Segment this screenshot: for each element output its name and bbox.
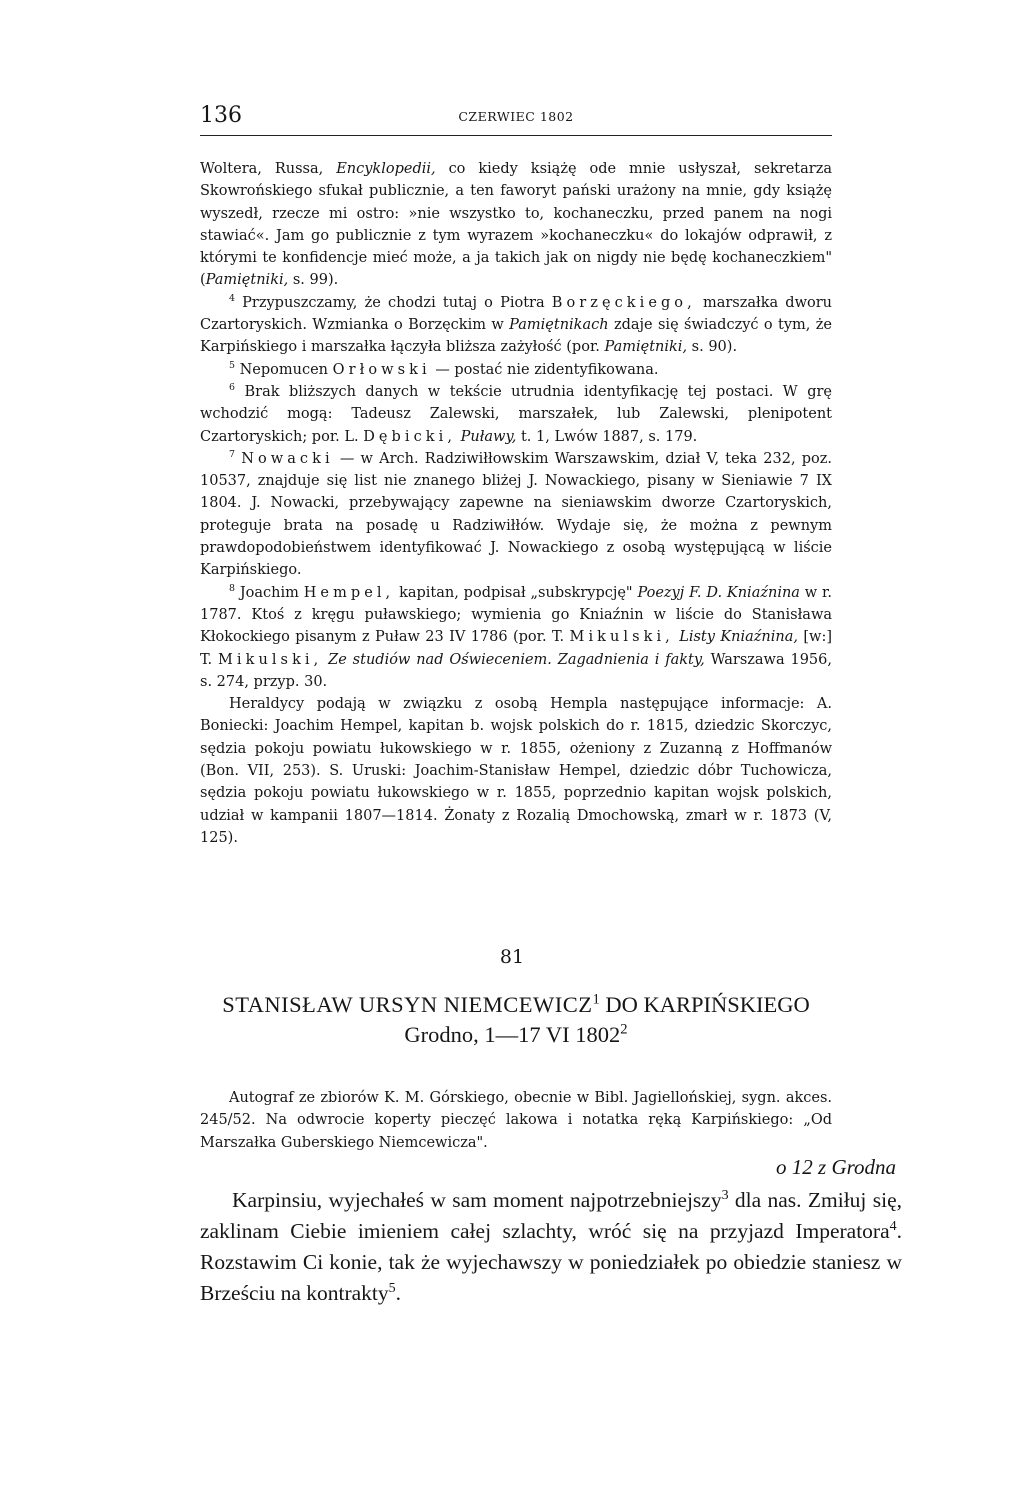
title-line: STANISŁAW URSYN NIEMCEWICZ$^1$ DO KARPIŃSKIEGO [222,991,810,1017]
page-number: 136 [200,103,242,128]
footnote-heraldry: Heraldycy podają w związku z osobą Hempla następujące informacje: A. Boniecki: Joachim Hempel, kapitan b. wojsk polskich do r. 1815, dziedzic Skorczyc, sędzia pokoju powiatu łukowskiego w r. 1855, ożeniony z Zuzanną z Hoffmanów (Bon. VII, 253). S. Uruski: Joachim-Stanisław Hempel, dziedzic dóbr Tuchowicza, sędzia pokoju powiatu łukowskiego w r. 1855, poprzednio kapitan wojsk polskich, udział w kampanii 1807—1814. Żonaty z Rozalią Dmochowską, zmarł w r. 1873 (V, 125). [200,696,832,846]
letter-body: Karpinsiu, wyjechałeś w sam moment najpotrzebniejszy$^3$ dla nas. Zmiłuj się, zaklinam Ciebie imieniem całej szlachty, wróć się na przyjazd Imperatora$^4$. Rozstawim Ci konie, tak że wyjechawszy w poniedziałek po obiedzie staniesz w Brześciu na kontrakty$^5$. [200,1187,902,1305]
source-note: Autograf ze zbiorów K. M. Górskiego, obecnie w Bibl. Jagiellońskiej, sygn. akces. 245/52. Na odwrocie koperty pieczęć lakowa i notatka ręką Karpińskiego: „Od Marszałka Guberskiego Niemcewicza". [200,1090,832,1151]
footnote-7: $^7$ Nowacki — w Arch. Radziwiłłowskim Warszawskim, dział V, teka 232, poz. 10537, znajduje się list nie znanego bliżej J. Nowackiego, pisany w Sieniawie 7 IX 1804. J. Nowacki, przebywający zapewne na sieniawskim dworze Czartoryskich, proteguje brata na posadę u Radziwiłłów. Wydaje się, że można z pewnym prawdopodobieństwem identyfikować J. Nowackiego z osobą występującą w liście Karpińskiego. [200,449,833,579]
letter-dateline: o 12 z Grodna [776,1155,896,1179]
footnotes-block [200,158,832,849]
footnote-4: $^4$ Przypuszczamy, że chodzi tutaj o Piotra Borzęckiego, marszałka dworu Czartoryskich. Wzmianka o Borzęckim w Pamiętnikach zdaje się świadczyć o tym, że Karpińskiego i marszałka łączyła bliższa zażyłość (por. Pamiętniki, s. 90). [200,292,832,356]
footnote-continuation: Woltera, Russa, Encyklopedii, co kiedy książę ode mnie usłyszał, sekretarza Skowrońskiego sfukał publicznie, a ten faworyt pański urażony na mnie, gdy książę wyszedł, rzecze mi ostro: »nie wszystko to, kochaneczku, przed panem na nogi stawiać«. Jam go publicznie z tym wyrazem »kochaneczku« do lokajów odprawił, z którymi te konfidencje mieć może, a ja takich jak on nigdy nie będę kochaneczkiem" (Pamiętniki, s. 99). [200,161,832,289]
footnote-5: $^5$ Nepomucen Orłowski — postać nie zidentyfikowana. [229,359,659,378]
title-date-place: Grodno, 1—17 VI 1802$^2$ [404,1021,628,1047]
running-title: CZERWIEC 1802 [458,109,574,124]
footnote-6: $^6$ Brak bliższych danych w tekście utrudnia identyfikację tej postaci. W grę wchodzić mogą: Tadeusz Zalewski, marszałek, lub Zalewski, plenipotent Czartoryskich; por. L. Dębicki, Puławy, t. 1, Lwów 1887, s. 179. [200,382,832,445]
document-number: 81 [499,946,525,968]
document-title [200,990,832,1050]
footnote-8: $^8$ Joachim Hempel, kapitan, podpisał „subskrypcję" Poezyj F. D. Kniaźnina w r. 1787. Ktoś z kręgu puławskiego; wymienia go Kniaźnin w liście do Stanisława Kłokockiego pisanym z Puław 23 IV 1786 (por. T. Mikulski, Listy Kniaźnina, [w:] T. Mikulski, Ze studiów nad Oświeceniem. Zagadnienia i fakty, Warszawa 1956, s. 274, przyp. 30. [200,582,833,690]
page-header [200,103,832,136]
